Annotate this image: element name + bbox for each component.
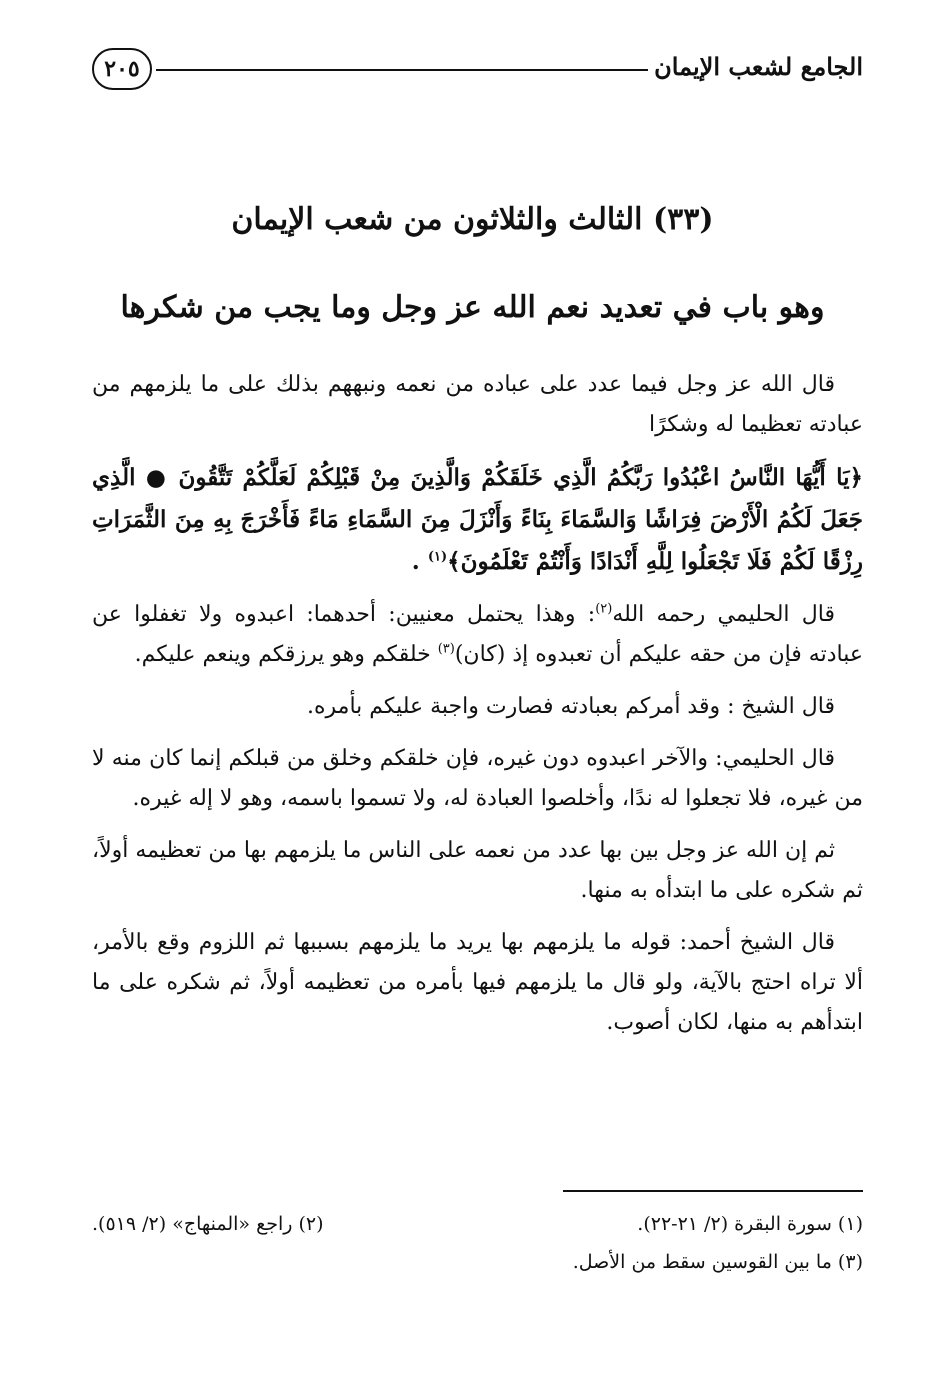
page-number: ٢٠٥ [92,48,152,90]
footnote-1: (١) سورة البقرة (٢/ ٢١-٢٢). [637,1213,863,1235]
paragraph-text: : وهذا يحتمل معنيين: أحدهما: اعبدوه ولا تغفلوا عن عبادته فإن من حقه عليكم أن تعبدوه إذ (كان) [92,602,863,667]
running-header [92,48,863,98]
footnote-2: (٢) راجع «المنهاج» (٢/ ٥١٩). [92,1213,324,1235]
footnotes [92,1205,863,1281]
chapter-subtitle: وهو باب في تعديد نعم الله عز وجل وما يجب من شكرها [120,290,825,325]
header-rule [156,69,648,71]
chapter-title: (٣٣) الثالث والثلاثون من شعب الإيمان [231,202,714,237]
paragraph-halimi-2 [92,739,863,819]
verse-end: . [411,548,428,575]
paragraph-text: ثم إن الله عز وجل بين بها عدد من نعمه على الناس ما يلزمهم بها من تعظيمه أولاً، ثم شكره على ما ابتدأه به منها. [92,838,863,903]
footnote-3: (٣) ما بين القوسين سقط من الأصل. [572,1251,863,1273]
quran-verse [92,457,863,583]
footnote-rule [563,1190,863,1192]
paragraph-text: قال الله عز وجل فيما عدد على عباده من نعمه ونبههم بذلك على ما يلزمهم من عبادته تعظيما له وشكرًا [92,372,863,437]
verse-text: ﴿يَا أَيُّهَا النَّاسُ اعْبُدُوا رَبَّكُمُ الَّذِي خَلَقَكُمْ وَالَّذِينَ مِنْ قَبْلِكُمْ لَعَلَّكُمْ تَتَّقُونَ ● الَّذِي جَعَلَ لَكُمُ الْأَرْضَ فِرَاشًا وَالسَّمَاءَ بِنَاءً وَأَنْزَلَ مِنَ السَّمَاءِ مَاءً فَأَخْرَجَ بِهِ مِنَ الثَّمَرَاتِ رِزْقًا لَكُمْ فَلَا تَجْعَلُوا لِلَّهِ أَنْدَادًا وَأَنْتُمْ تَعْلَمُونَ﴾ [92,464,863,575]
footnote-row [92,1243,863,1281]
paragraph-text: قال الحليمي رحمه الله [612,602,835,627]
paragraph-blessings [92,831,863,911]
paragraph-halimi-1 [92,595,863,675]
paragraph-shaykh-1 [92,687,863,727]
footnote-ref-2: (٢) [595,601,613,617]
paragraph-shaykh-ahmad [92,923,863,1043]
paragraph-text: خلقكم وهو يرزقكم وينعم عليكم. [134,642,438,667]
body-text [92,365,863,1055]
footnote-row [92,1205,863,1243]
footnote-ref-1: (١) [427,549,448,565]
paragraph-text: قال الحليمي: والآخر اعبدوه دون غيره، فإن خلقكم وخلق من قبلكم إنما كان منه لا من غيره، فلا تجعلوا له ندًا، وأخلصوا العبادة له، ولا تسموا باسمه، وهو لا إله غيره. [92,746,863,811]
running-title: الجامع لشعب الإيمان [654,52,863,81]
footnote-ref-3: (٣) [437,641,455,657]
paragraph-intro [92,365,863,445]
paragraph-text: قال الشيخ : وقد أمركم بعبادته فصارت واجبة عليكم بأمره. [307,694,835,719]
paragraph-text: قال الشيخ أحمد: قوله ما يلزمهم بها يريد ما يلزمهم بسببها ثم اللزوم وقع بالأمر، ألا تراه احتج بالآية، ولو قال ما يلزمهم فيها بأمره من تعظيمه أولاً، ثم شكره على ما ابتدأهم به منها، لكان أصوب. [92,930,863,1035]
